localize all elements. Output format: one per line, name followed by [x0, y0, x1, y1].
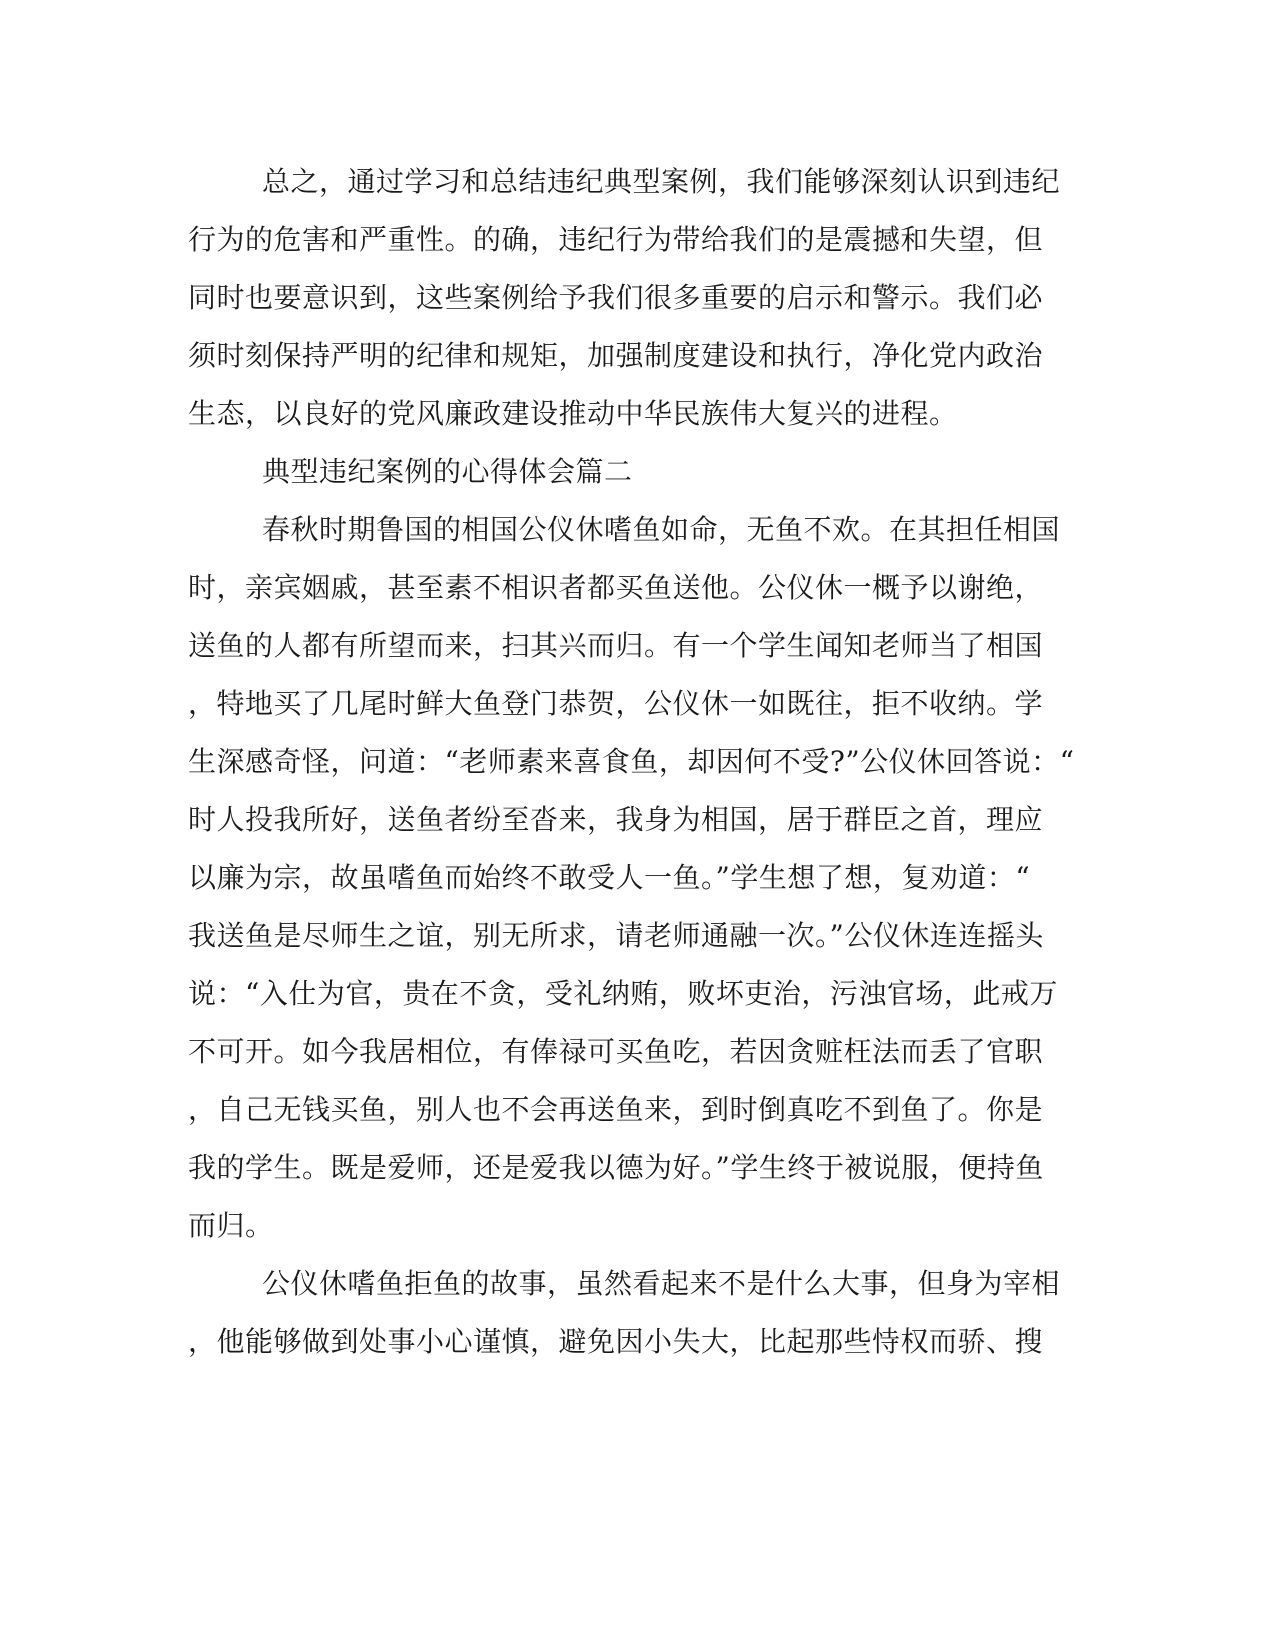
paragraph-line: 生深感奇怪，问道：“老师素来喜食鱼，却因何不受?”公仪休回答说：“ — [188, 745, 1075, 778]
paragraph-line: 我的学生。既是爱师，还是爱我以德为好。”学生终于被说服，便持鱼 — [188, 1151, 1044, 1184]
paragraph-line: 时人投我所好，送鱼者纷至沓来，我身为相国，居于群臣之首，理应 — [188, 803, 1044, 836]
paragraph-line: 时，亲宾姻戚，甚至素不相识者都买鱼送他。公仪休一概予以谢绝， — [188, 571, 1044, 604]
paragraph-line: 总之，通过学习和总结违纪典型案例，我们能够深刻认识到违纪 — [262, 165, 1061, 198]
paragraph-line: 生态，以良好的党风廉政建设推动中华民族伟大复兴的进程。 — [188, 397, 958, 430]
paragraph-line: 而归。 — [188, 1209, 274, 1242]
paragraph-line: 须时刻保持严明的纪律和规矩，加强制度建设和执行，净化党内政治 — [188, 339, 1044, 372]
paragraph-line: 送鱼的人都有所望而来，扫其兴而归。有一个学生闻知老师当了相国 — [188, 629, 1044, 662]
paragraph-line: ，特地买了几尾时鲜大鱼登门恭贺，公仪休一如既往，拒不收纳。学 — [188, 687, 1044, 720]
paragraph-line: 说：“入仕为官，贵在不贪，受礼纳贿，败坏吏治，污浊官场，此戒万 — [188, 977, 1058, 1010]
paragraph-line: 春秋时期鲁国的相国公仪休嗜鱼如命，无鱼不欢。在其担任相国 — [262, 513, 1061, 546]
paragraph-line: 公仪休嗜鱼拒鱼的故事，虽然看起来不是什么大事，但身为宰相 — [262, 1267, 1061, 1300]
paragraph-line: 同时也要意识到，这些案例给予我们很多重要的启示和警示。我们必 — [188, 281, 1044, 314]
paragraph-line: 行为的危害和严重性。的确，违纪行为带给我们的是震撼和失望，但 — [188, 223, 1044, 256]
paragraph-line: 以廉为宗，故虽嗜鱼而始终不敢受人一鱼。”学生想了想，复劝道：“ — [188, 861, 1031, 894]
paragraph-line: 我送鱼是尽师生之谊，别无所求，请老师通融一次。”公仪休连连摇头 — [188, 919, 1044, 952]
section-heading: 典型违纪案例的心得体会篇二 — [262, 455, 633, 488]
paragraph-line: ，自己无钱买鱼，别人也不会再送鱼来，到时倒真吃不到鱼了。你是 — [188, 1093, 1044, 1126]
paragraph-line: ，他能够做到处事小心谨慎，避免因小失大，比起那些恃权而骄、搜 — [188, 1325, 1044, 1358]
paragraph-line: 不可开。如今我居相位，有俸禄可买鱼吃，若因贪赃枉法而丢了官职 — [188, 1035, 1044, 1068]
